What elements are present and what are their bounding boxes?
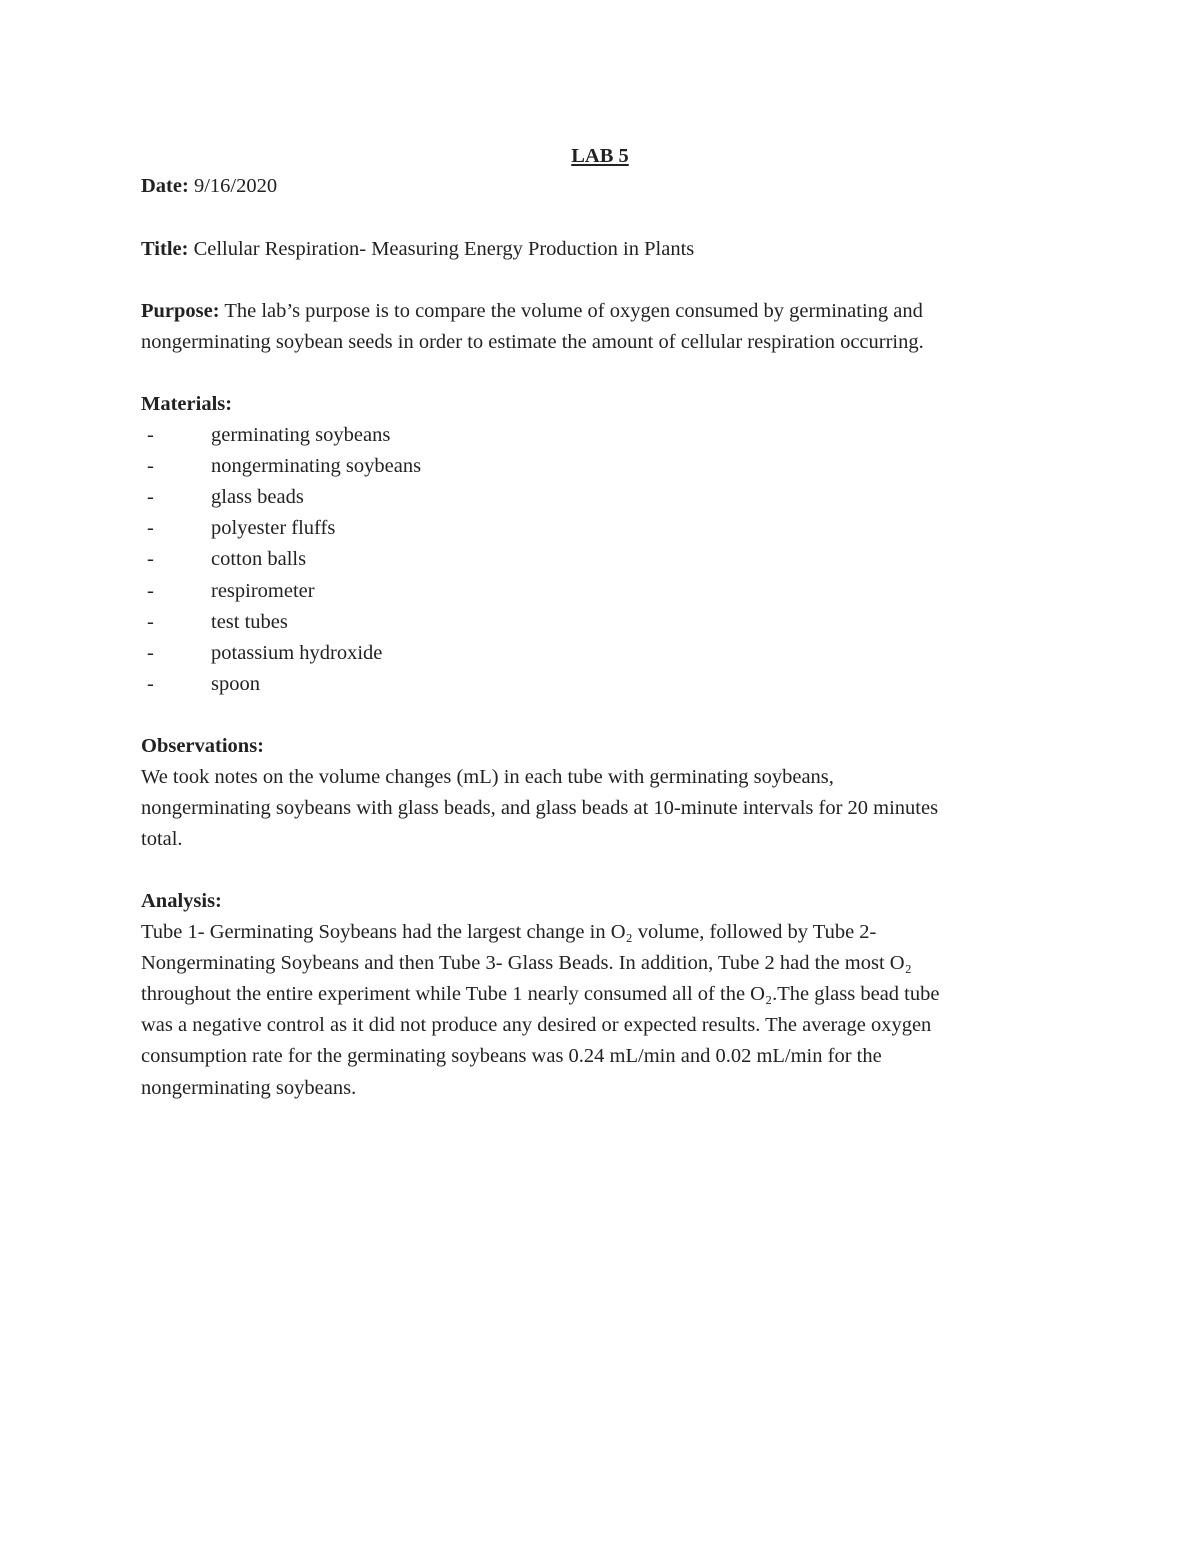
observations-section (141, 731, 938, 855)
list-bullet: - (147, 672, 154, 695)
analysis-text: Tube 1- Germinating Soybeans had the largest change in O₂ volume, followed by Tube 2- (141, 921, 877, 944)
observations-text: nongerminating soybeans with glass beads, and glass beads at 10-minute intervals for 20 minutes (141, 797, 939, 820)
purpose-label: Purpose: (141, 300, 220, 322)
date-label: Date: (141, 175, 189, 197)
materials-list-item (141, 451, 421, 482)
analysis-label: Analysis: (141, 890, 222, 912)
analysis-text: consumption rate for the germinating soybeans was 0.24 mL/min and 0.02 mL/min for the (141, 1045, 882, 1068)
materials-list-item (141, 607, 421, 638)
materials-item-text: respirometer (211, 579, 315, 602)
document-heading: LAB 5 (571, 145, 629, 167)
list-bullet: - (147, 424, 154, 447)
date-line (141, 171, 277, 202)
purpose-text: nongerminating soybean seeds in order to estimate the amount of cellular respiration occurring. (141, 331, 924, 354)
list-bullet: - (147, 486, 154, 509)
list-bullet: - (147, 641, 154, 664)
materials-item-text: polyester fluffs (211, 517, 336, 540)
materials-item-text: glass beads (211, 486, 304, 509)
analysis-text: nongerminating soybeans. (141, 1076, 357, 1099)
list-bullet: - (147, 455, 154, 478)
materials-item-text: potassium hydroxide (211, 641, 383, 664)
date-value: 9/16/2020 (193, 175, 278, 197)
materials-list-item (141, 420, 421, 451)
list-bullet: - (147, 610, 154, 633)
materials-label: Materials: (141, 393, 233, 415)
materials-list-item (141, 544, 421, 575)
purpose-section (141, 296, 924, 358)
analysis-text: was a negative control as it did not produce any desired or expected results. The average oxygen (141, 1014, 932, 1037)
analysis-section (141, 886, 939, 1104)
materials-item-text: spoon (211, 672, 260, 695)
list-bullet: - (147, 548, 154, 571)
observations-text: total. (141, 828, 183, 851)
materials-list-item (141, 576, 421, 607)
purpose-text: The lab’s purpose is to compare the volume of oxygen consumed by germinating and (224, 300, 923, 322)
materials-list-item (141, 482, 421, 513)
title-value: Cellular Respiration- Measuring Energy Production in Plants (193, 238, 695, 260)
analysis-text: Nongerminating Soybeans and then Tube 3- Glass Beads. In addition, Tube 2 had the most O₂ (141, 952, 912, 975)
observations-label: Observations: (141, 735, 264, 757)
materials-item-text: cotton balls (211, 548, 307, 571)
materials-item-text: nongerminating soybeans (211, 455, 422, 478)
materials-list-item (141, 669, 421, 700)
materials-section (141, 389, 421, 700)
analysis-text: throughout the entire experiment while Tube 1 nearly consumed all of the O₂.The glass bead tube (141, 983, 940, 1006)
materials-item-text: germinating soybeans (211, 424, 391, 447)
title-label: Title: (141, 238, 189, 260)
materials-list (141, 420, 421, 700)
materials-item-text: test tubes (211, 610, 288, 633)
list-bullet: - (147, 579, 154, 602)
observations-text: We took notes on the volume changes (mL) in each tube with germinating soybeans, (141, 766, 834, 789)
title-line (141, 234, 694, 265)
materials-list-item (141, 513, 421, 544)
materials-list-item (141, 638, 421, 669)
list-bullet: - (147, 517, 154, 540)
